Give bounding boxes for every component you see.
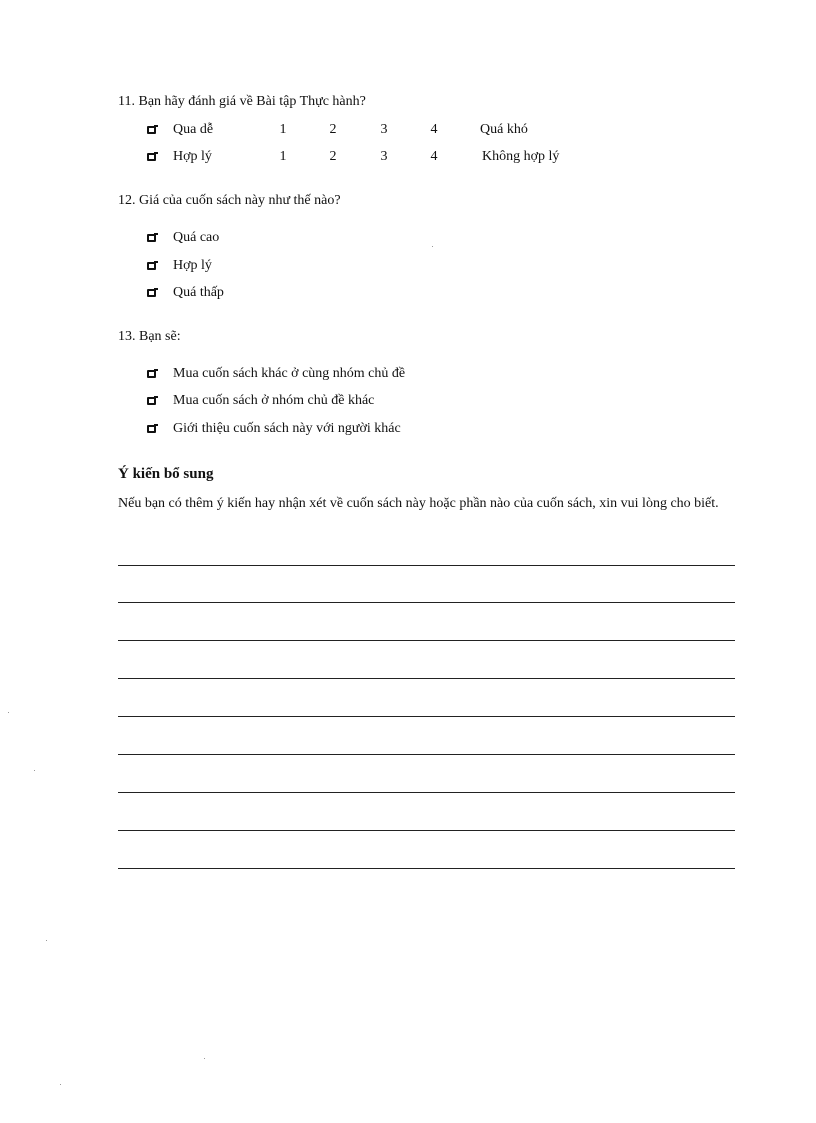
checkbox-too-easy[interactable] <box>147 126 156 134</box>
checkbox-too-cheap[interactable] <box>147 289 156 297</box>
q12-option-1: Quá cao <box>173 230 220 245</box>
q13-option-3: Giới thiệu cuốn sách này với người khác <box>173 421 401 436</box>
q11-row-1-rating-1[interactable]: 1 <box>279 122 287 137</box>
answer-line[interactable] <box>118 716 735 717</box>
q11-row-1-left-label: Qua dễ <box>173 122 214 137</box>
checkbox-recommend[interactable] <box>147 425 156 433</box>
question-13-title: 13. Bạn sẽ: <box>118 329 181 344</box>
answer-line[interactable] <box>118 754 735 755</box>
answer-line[interactable] <box>118 640 735 641</box>
checkbox-same-topic[interactable] <box>147 370 156 378</box>
answer-line[interactable] <box>118 678 735 679</box>
question-11-title: 11. Bạn hãy đánh giá về Bài tập Thực hành? <box>118 94 366 109</box>
q11-row-1-rating-3[interactable]: 3 <box>380 122 388 137</box>
q11-row-2-rating-3[interactable]: 3 <box>380 149 388 164</box>
answer-line[interactable] <box>118 792 735 793</box>
q11-row-2-rating-2[interactable]: 2 <box>329 149 337 164</box>
q11-row-2-rating-4[interactable]: 4 <box>430 149 438 164</box>
q11-row-1-rating-2[interactable]: 2 <box>329 122 337 137</box>
q11-row-2-rating-1[interactable]: 1 <box>279 149 287 164</box>
scan-speck <box>34 770 35 771</box>
answer-line[interactable] <box>118 868 735 869</box>
checkbox-reasonable[interactable] <box>147 153 156 161</box>
answer-line[interactable] <box>118 565 735 566</box>
scan-speck <box>8 712 9 713</box>
answer-line[interactable] <box>118 602 735 603</box>
answer-line[interactable] <box>118 830 735 831</box>
checkbox-too-expensive[interactable] <box>147 234 156 242</box>
q11-row-1-rating-4[interactable]: 4 <box>430 122 438 137</box>
scan-speck <box>204 1058 205 1059</box>
q11-row-1-right-label: Quá khó <box>480 122 528 137</box>
q11-row-2-left-label: Hợp lý <box>173 149 212 164</box>
q12-option-2: Hợp lý <box>173 258 212 273</box>
q13-option-1: Mua cuốn sách khác ở cùng nhóm chủ đề <box>173 366 406 381</box>
scan-speck <box>46 940 47 941</box>
question-12-title: 12. Giá của cuốn sách này như thế nào? <box>118 193 341 208</box>
checkbox-other-topic[interactable] <box>147 397 156 405</box>
feedback-instructions: Nếu bạn có thêm ý kiến hay nhận xét về cuốn sách này hoặc phần nào của cuốn sách, xin vui lòng cho biết. <box>118 496 719 511</box>
q13-option-2: Mua cuốn sách ở nhóm chủ đề khác <box>173 393 375 408</box>
q11-row-2-right-label: Không hợp lý <box>482 149 560 164</box>
scan-speck <box>60 1084 61 1085</box>
feedback-heading: Ý kiến bổ sung <box>118 466 214 482</box>
scan-speck <box>432 246 433 247</box>
checkbox-reasonable-price[interactable] <box>147 262 156 270</box>
q12-option-3: Quá thấp <box>173 285 224 300</box>
